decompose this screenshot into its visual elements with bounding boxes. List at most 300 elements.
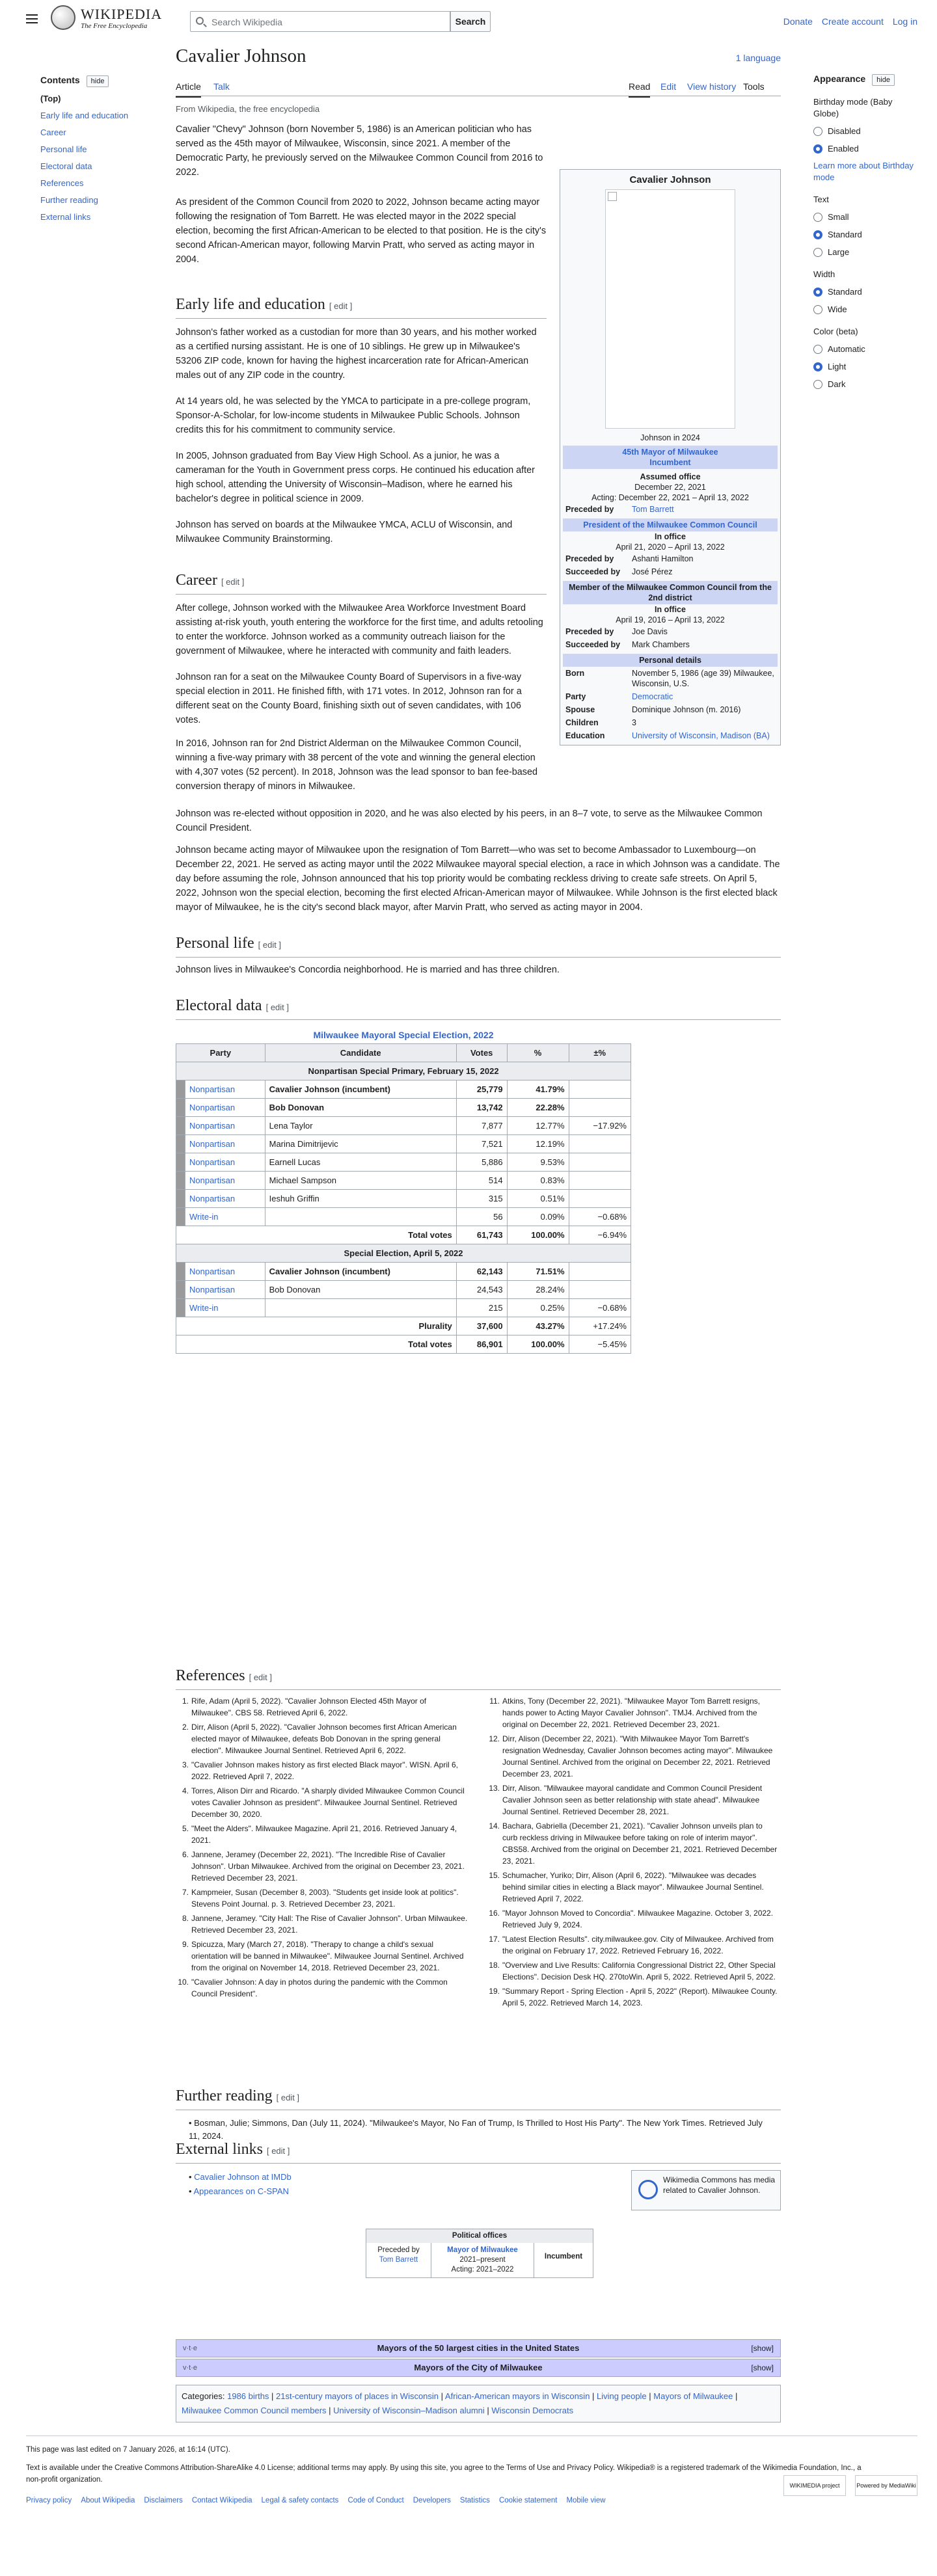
color-label: Color (beta) <box>813 327 858 336</box>
reference-item <box>487 1733 780 1780</box>
table-total-row <box>176 1335 631 1354</box>
section-heading-personal-life <box>176 933 781 958</box>
footer-link[interactable]: Legal & safety contacts <box>261 2497 339 2504</box>
row-label: Succeeded by <box>565 567 621 576</box>
percent-cell: 0.83% <box>507 1172 569 1190</box>
reference-number: 12. <box>489 1734 500 1743</box>
footer-link[interactable]: About Wikipedia <box>81 2497 135 2504</box>
reference-text: Jannene, Jeramey (December 22, 2021). "The Incredible Rise of Cavalier Johnson". Urban Milwaukee. Archived from the original on December 23, 2021. Retrieved December 23, 2021. <box>191 1850 465 1883</box>
party-cell <box>185 1263 265 1281</box>
col-candidate: Candidate <box>265 1044 456 1062</box>
party-cell <box>185 1135 265 1153</box>
table-row <box>176 1080 631 1099</box>
reference-number: 10. <box>178 1978 189 1987</box>
table-caption[interactable]: Milwaukee Mayoral Special Election, 2022 <box>313 1030 494 1040</box>
category-link[interactable]: Mayors of Milwaukee <box>653 2391 733 2401</box>
appearance-panel <box>813 73 917 390</box>
paragraph: In 2005, Johnson graduated from Bay View High School. As a junior, he was a cameraman for the Youth in Government press corps. He continued his education after high school, attending the University of Wisconsin–Madison, where he earned his bachelor's degree in political science in 2009. <box>176 451 535 504</box>
votes-cell: 514 <box>456 1172 507 1190</box>
birthday-disabled-option[interactable] <box>813 126 917 137</box>
navbox-title[interactable]: Mayors of the 50 largest cities in the United States <box>377 2343 580 2353</box>
party-color-bar <box>176 1117 185 1135</box>
references-column-left <box>176 1695 468 2002</box>
assumed-office-date: December 22, 2021 <box>634 483 706 492</box>
office-dates: April 19, 2016 – April 13, 2022 <box>616 615 725 624</box>
reference-number: 6. <box>182 1850 189 1859</box>
tab-talk[interactable]: Talk <box>213 81 230 92</box>
votes-cell: 7,521 <box>456 1135 507 1153</box>
party-color-bar <box>176 1190 185 1208</box>
option-label: Light <box>828 362 847 371</box>
total-label: Plurality <box>176 1317 457 1335</box>
table-of-contents <box>40 73 144 223</box>
site-subtitle: From Wikipedia, the free encyclopedia <box>176 104 320 114</box>
reference-item <box>487 1820 780 1867</box>
references-column-right <box>487 1695 780 2011</box>
reference-number: 13. <box>489 1784 500 1793</box>
office-header <box>563 518 778 531</box>
tab-edit[interactable]: Edit <box>660 81 677 92</box>
radio-button[interactable] <box>813 213 822 222</box>
radio-button[interactable] <box>813 144 822 154</box>
table-row <box>176 1190 631 1208</box>
radio-button[interactable] <box>813 288 822 297</box>
footer <box>26 2435 917 2506</box>
reference-number: 1. <box>182 1697 189 1706</box>
row-value: 3 <box>632 718 636 727</box>
footer-link[interactable]: Contact Wikipedia <box>191 2497 252 2504</box>
birthday-enabled-option[interactable] <box>813 143 917 155</box>
table-row <box>176 1263 631 1281</box>
navbox-largest-cities[interactable] <box>176 2339 781 2357</box>
page-title: Cavalier Johnson <box>176 46 306 66</box>
office-link[interactable]: Mayor of Milwaukee <box>447 2246 518 2254</box>
reference-text: Bachara, Gabriella (December 21, 2021). "Cavalier Johnson unveils plan to curb reckless driving in Milwaukee before taking on role of interim mayor". CBS58. Archived from the original on December 21, 2021. Retrieved December 23, 2021. <box>502 1821 778 1866</box>
office-title: Member of the Milwaukee Common Council from the 2nd district <box>569 583 772 602</box>
paragraph: Johnson became acting mayor of Milwaukee upon the resignation of Tom Barrett—who was set to become Ambassador to Luxembourg—on December 22, 2021. He served as acting mayor until the 2022 Milwaukee mayoral special election, a race in which Johnson was a candidate. The day before assuming the role, Johnson announced that his top priority would be combating reckless driving to create safe streets. On April 5, 2022, Johnson won the special election, becoming the first elected African-American mayor of Milwaukee. While Johnson is the first elected black mayor of Milwaukee, he is the city's second black mayor, after Marvin Pratt, who served as acting mayor in 2004. <box>176 845 780 913</box>
color-dark-option[interactable] <box>813 379 917 390</box>
total-label: Total votes <box>176 1226 457 1244</box>
navbox-vte[interactable]: v·t·e <box>183 2364 197 2372</box>
reference-text: "Cavalier Johnson makes history as first elected Black mayor". WISN. April 6, 2022. Retrieved April 7, 2022. <box>191 1760 458 1781</box>
acting-dates: Acting: December 22, 2021 – April 13, 2022 <box>591 493 749 502</box>
in-office-label: In office <box>655 532 686 541</box>
total-change: −6.94% <box>569 1226 631 1244</box>
radio-button[interactable] <box>813 345 822 354</box>
votes-cell: 7,877 <box>456 1117 507 1135</box>
reference-text: Dirr, Alison. "Milwaukee mayoral candidate and Common Council President Cavalier Johnson seen as better relationship with state ahead". Milwaukee Journal Sentinel. Retrieved December 28, 2021. <box>502 1784 763 1816</box>
row-label: Preceded by <box>565 505 614 514</box>
edit-section-link[interactable]: [ edit ] <box>329 301 353 311</box>
table-row <box>176 1172 631 1190</box>
col-votes: Votes <box>456 1044 507 1062</box>
tab-article[interactable]: Article <box>176 79 201 98</box>
section-heading-references <box>176 1665 781 1690</box>
candidate-cell: Cavalier Johnson (incumbent) <box>265 1080 456 1099</box>
col-party: Party <box>176 1044 265 1062</box>
option-label: Standard <box>828 287 862 297</box>
image-caption: Johnson in 2024 <box>640 433 700 442</box>
change-cell: −17.92% <box>569 1117 631 1135</box>
office-link[interactable]: 45th Mayor of Milwaukee <box>622 448 718 457</box>
reference-text: "Latest Election Results". city.milwaukee.gov. City of Milwaukee. Archived from the original on February 17, 2022. Retrieved February 16, 2022. <box>502 1935 774 1955</box>
section-heading-career <box>176 570 547 595</box>
percent-cell: 0.09% <box>507 1208 569 1226</box>
infobox-row <box>563 565 778 578</box>
article-main <box>176 39 781 2274</box>
portrait-image-placeholder[interactable] <box>605 189 735 429</box>
reference-number: 14. <box>489 1821 500 1831</box>
row-label: Spouse <box>565 705 595 714</box>
table-subheader-row <box>176 1244 631 1263</box>
text-size-label: Text <box>813 195 829 204</box>
change-cell <box>569 1190 631 1208</box>
navbox-show-button[interactable]: [show] <box>751 2344 774 2353</box>
toc-item-electoral-data[interactable]: Electoral data <box>40 161 92 171</box>
edit-section-link[interactable]: [ edit ] <box>276 2093 300 2102</box>
party-link[interactable]: Nonpartisan <box>189 1103 236 1112</box>
table-row <box>176 1208 631 1226</box>
language-button[interactable]: 1 language <box>735 53 781 63</box>
reference-number: 17. <box>489 1935 500 1944</box>
change-cell <box>569 1153 631 1172</box>
heading-text: Electoral data <box>176 997 262 1014</box>
category-link[interactable]: 21st-century mayors of places in Wisconsin <box>276 2391 439 2401</box>
login-link[interactable]: Log in <box>892 16 917 27</box>
section-heading-early-life <box>176 294 547 319</box>
appearance-title: Appearance <box>813 74 866 84</box>
candidate-cell: Bob Donovan <box>265 1099 456 1117</box>
edit-section-link[interactable]: [ edit ] <box>265 1002 290 1012</box>
reference-text: "Cavalier Johnson: A day in photos during the pandemic with the Common Council President". <box>191 1978 448 1998</box>
width-standard-option[interactable] <box>813 286 917 298</box>
table-row <box>176 1117 631 1135</box>
row-value: Ashanti Hamilton <box>632 554 694 563</box>
party-link[interactable]: Nonpartisan <box>189 1175 236 1185</box>
edit-section-link[interactable]: [ edit ] <box>258 940 282 950</box>
table-row <box>176 1299 631 1317</box>
change-cell <box>569 1281 631 1299</box>
option-label: Wide <box>828 304 847 314</box>
heading-text: Career <box>176 572 217 589</box>
candidate-cell: Lena Taylor <box>265 1117 456 1135</box>
party-link[interactable]: Nonpartisan <box>189 1157 236 1167</box>
incumbent-link[interactable]: Incumbent <box>649 458 691 467</box>
total-votes: 61,743 <box>456 1226 507 1244</box>
reference-item <box>176 1886 468 1910</box>
reference-item <box>487 1985 780 2009</box>
category-link[interactable]: African-American mayors in Wisconsin <box>444 2391 590 2401</box>
percent-cell: 71.51% <box>507 1263 569 1281</box>
party-cell <box>185 1190 265 1208</box>
reference-number: 7. <box>182 1888 189 1897</box>
footer-link[interactable]: Code of Conduct <box>347 2497 404 2504</box>
change-cell <box>569 1099 631 1117</box>
party-link[interactable]: Nonpartisan <box>189 1121 236 1131</box>
section-heading-external-links <box>176 2139 781 2164</box>
party-link[interactable]: Write-in <box>189 1212 219 1222</box>
infobox-row <box>563 703 778 716</box>
change-cell: −0.68% <box>569 1208 631 1226</box>
learn-more-link[interactable]: Learn more about Birthday mode <box>813 161 914 182</box>
paragraph: Johnson has served on boards at the Milwaukee YMCA, ACLU of Wisconsin, and Milwaukee Community Brainstorming. <box>176 520 513 544</box>
search-input[interactable] <box>190 11 450 32</box>
radio-button[interactable] <box>813 362 822 371</box>
table-subheader: Special Election, April 5, 2022 <box>176 1244 631 1263</box>
votes-cell: 13,742 <box>456 1099 507 1117</box>
radio-button[interactable] <box>813 380 822 389</box>
section-heading-electoral-data <box>176 995 781 1020</box>
reference-number: 8. <box>182 1914 189 1923</box>
infobox-row <box>563 729 778 742</box>
commons-text[interactable]: Wikimedia Commons has media related to Cavalier Johnson. <box>663 2175 776 2195</box>
navbox-vte[interactable]: v·t·e <box>183 2344 197 2352</box>
reference-number: 11. <box>489 1697 500 1706</box>
incumbent-label: Incumbent <box>544 2253 583 2261</box>
row-value: November 5, 1986 (age 39) Milwaukee, Wisconsin, U.S. <box>632 669 774 688</box>
text-small-option[interactable] <box>813 211 917 223</box>
row-label: Education <box>565 731 605 740</box>
party-color-bar <box>176 1153 185 1172</box>
toc-item-personal-life[interactable]: Personal life <box>40 144 87 154</box>
table-total-row <box>176 1317 631 1335</box>
party-cell <box>185 1117 265 1135</box>
office-years: 2021–present <box>459 2256 506 2264</box>
votes-cell: 315 <box>456 1190 507 1208</box>
reference-text: Kampmeier, Susan (December 8, 2003). "Students get inside look at politics". Stevens Point Journal. p. 3. Retrieved December 23, 2021. <box>191 1888 459 1909</box>
edit-section-link[interactable]: [ edit ] <box>266 2146 290 2156</box>
category-link[interactable]: 1986 births <box>227 2391 269 2401</box>
percent-cell: 28.24% <box>507 1281 569 1299</box>
radio-button[interactable] <box>813 248 822 257</box>
table-subheader: Nonpartisan Special Primary, February 15, 2022 <box>176 1062 631 1080</box>
option-label: Disabled <box>828 126 861 136</box>
percent-cell: 0.25% <box>507 1299 569 1317</box>
birthday-mode-label: Birthday mode (Baby Globe) <box>813 97 893 118</box>
office-acting: Acting: 2021–2022 <box>451 2266 514 2274</box>
tab-read[interactable]: Read <box>629 79 650 98</box>
office-link[interactable]: President of the Milwaukee Common Council <box>583 520 757 530</box>
heading-text: References <box>176 1667 245 1684</box>
toc-item-references[interactable]: References <box>40 178 84 188</box>
infobox-row <box>563 552 778 565</box>
navbox-title[interactable]: Mayors of the City of Milwaukee <box>414 2363 543 2372</box>
row-value: Joe Davis <box>632 627 668 636</box>
create-account-link[interactable]: Create account <box>821 16 884 27</box>
external-links-list: • Cavalier Johnson at IMDb • Appearances on C-SPAN <box>189 2172 292 2196</box>
reference-item <box>487 1959 780 1983</box>
succession-title: Political offices <box>366 2229 593 2243</box>
paragraph: Johnson ran for a seat on the Milwaukee County Board of Supervisors in a five-way special election in 2011. He finished fifth, with 171 votes. In 2012, Johnson ran for a different seat on the County Board, finishing sixth out of seven candidates, with 106 votes. <box>176 672 522 725</box>
reference-item <box>176 1823 468 1846</box>
table-subheader-row <box>176 1062 631 1080</box>
row-label: Children <box>565 718 599 727</box>
party-cell <box>185 1281 265 1299</box>
category-link[interactable]: University of Wisconsin–Madison alumni <box>333 2406 485 2415</box>
col-percent: % <box>507 1044 569 1062</box>
footer-link[interactable]: Cookie statement <box>498 2497 558 2504</box>
navbox-show-button[interactable]: [show] <box>751 2363 774 2372</box>
total-votes: 86,901 <box>456 1335 507 1354</box>
infobox-row <box>563 690 778 703</box>
party-link[interactable]: Nonpartisan <box>189 1285 236 1295</box>
candidate-cell: Cavalier Johnson (incumbent) <box>265 1263 456 1281</box>
paragraph: In 2016, Johnson ran for 2nd District Alderman on the Milwaukee Common Council, winning a five-way primary with 38 percent of the vote and winning the general election with 4,307 votes (52 percent). In 2018, Johnson was the lead sponsor to ban fee-based conversion therapy of minors in Milwaukee. <box>176 738 538 792</box>
change-cell <box>569 1263 631 1281</box>
infobox-row <box>563 667 778 690</box>
party-link[interactable]: Nonpartisan <box>189 1084 236 1094</box>
tab-view-history[interactable]: View history <box>687 81 737 92</box>
total-percent: 43.27% <box>507 1317 569 1335</box>
reference-item <box>176 1976 468 2000</box>
edit-section-link[interactable]: [ edit ] <box>249 1672 273 1682</box>
education-link[interactable]: University of Wisconsin, Madison (BA) <box>632 731 770 740</box>
paragraph: Johnson lives in Milwaukee's Concordia neighborhood. He is married and has three children. <box>176 965 560 975</box>
party-color-bar <box>176 1135 185 1153</box>
party-link[interactable]: Nonpartisan <box>189 1194 236 1203</box>
reference-text: "Summary Report - Spring Election - April 5, 2022" (Report). Milwaukee County. April 5, 2022. Retrieved March 14, 2023. <box>502 1987 778 2007</box>
edit-section-link[interactable]: [ edit ] <box>221 577 245 587</box>
reference-item <box>176 1912 468 1936</box>
toc-item-career[interactable]: Career <box>40 127 66 137</box>
categories-box: Categories: 1986 births | 21st-century mayors of places in Wisconsin | African-American mayors in Wisconsin | Living people | Mayors of Milwaukee | Milwaukee Common Council members | University of Wisconsin–Madison alumni | Wisconsin Democrats <box>176 2385 781 2422</box>
office-header <box>563 581 778 604</box>
reference-text: Rife, Adam (April 5, 2022). "Cavalier Johnson Elected 45th Mayor of Milwaukee". CBS 58. Retrieved April 6, 2022. <box>191 1697 427 1717</box>
party-link[interactable]: Write-in <box>189 1303 219 1313</box>
external-link-cspan[interactable]: Appearances on C-SPAN <box>193 2186 289 2196</box>
footer-links <box>26 2495 917 2506</box>
page-tabs <box>176 75 781 96</box>
reference-item <box>487 1933 780 1957</box>
color-light-option[interactable] <box>813 361 917 373</box>
footer-link[interactable]: Developers <box>413 2497 451 2504</box>
personal-tools <box>774 14 917 29</box>
logo-wordmark[interactable]: WIKIPEDIA <box>81 6 163 22</box>
option-label: Dark <box>828 379 846 389</box>
reference-text: "Meet the Alders". Milwaukee Magazine. April 21, 2016. Retrieved January 4, 2021. <box>191 1824 457 1845</box>
last-edited: This page was last edited on 7 January 2026, at 16:14 (UTC). <box>26 2446 230 2454</box>
toc-item-early-life[interactable]: Early life and education <box>40 110 129 120</box>
category-link[interactable]: Living people <box>597 2391 647 2401</box>
search-placeholder: Search Wikipedia <box>211 17 282 27</box>
party-link[interactable]: Nonpartisan <box>189 1139 236 1149</box>
infobox-row <box>563 625 778 638</box>
row-value: José Pérez <box>632 567 673 576</box>
party-color-bar <box>176 1172 185 1190</box>
width-wide-option[interactable] <box>813 304 917 315</box>
percent-cell: 22.28% <box>507 1099 569 1117</box>
heading-text: Further reading <box>176 2087 273 2104</box>
further-reading-item: • Bosman, Julie; Simmons, Dan (July 11, 2024). "Milwaukee's Mayor, No Fan of Trump, Is Thrilled to Host His Party". The New York Times. Retrieved July 11, 2024. <box>189 2118 763 2141</box>
party-link[interactable]: Nonpartisan <box>189 1267 236 1276</box>
license-text: Text is available under the Creative Commons Attribution-ShareAlike 4.0 License; additional terms may apply. By using this site, you agree to the Terms of Use and Privacy Policy. Wikipedia® is a registered trademark of the Wikimedia Foundation, Inc., a non-profit organization. <box>26 2464 862 2484</box>
option-label: Large <box>828 247 850 257</box>
reference-text: Dirr, Alison (December 22, 2021). "With Milwaukee Mayor Tom Barrett's resignation Wednesday, Cavalier Johnson becomes acting mayor". Milwaukee Journal Sentinel. Archived from the original on December 22, 2021. Retrieved December 23, 2021. <box>502 1734 773 1778</box>
reference-number: 18. <box>489 1961 500 1970</box>
total-change: −5.45% <box>569 1335 631 1354</box>
option-label: Standard <box>828 230 862 239</box>
width-label: Width <box>813 269 835 279</box>
footer-link[interactable]: Privacy policy <box>26 2497 72 2504</box>
wikimedia-badge[interactable]: WIKIMEDIA project <box>783 2475 846 2496</box>
text-large-option[interactable] <box>813 247 917 258</box>
reference-number: 2. <box>182 1723 189 1732</box>
category-link[interactable]: Wisconsin Democrats <box>491 2406 574 2415</box>
party-color-bar <box>176 1263 185 1281</box>
logo-tagline: The Free Encyclopedia <box>81 22 148 30</box>
paragraph: Johnson's father worked as a custodian for more than 30 years, and his mother worked as a certified nursing assistant. He is one of 10 siblings. He grew up in Milwaukee's 53206 ZIP code, known for having the highest incarceration rate for African-American males out of any ZIP code in the country. <box>176 327 537 381</box>
reference-text: Spicuzza, Mary (March 27, 2018). "Therapy to change a child's sexual orientation will be banned in Milwaukee". Milwaukee Journal Sentinel. Archived from the original on November 14, 2018. Retrieved December 23, 2021. <box>191 1940 464 1972</box>
external-link-imdb[interactable]: Cavalier Johnson at IMDb <box>194 2172 292 2182</box>
reference-item <box>176 1759 468 1782</box>
categories-label[interactable]: Categories: <box>182 2391 225 2401</box>
heading-text: External links <box>176 2141 263 2158</box>
commons-icon <box>638 2180 658 2199</box>
footer-link[interactable]: Mobile view <box>566 2497 606 2504</box>
percent-cell: 9.53% <box>507 1153 569 1172</box>
total-percent: 100.00% <box>507 1226 569 1244</box>
party-link[interactable]: Democratic <box>632 692 673 701</box>
radio-button[interactable] <box>813 305 822 314</box>
predecessor-link[interactable]: Tom Barrett <box>379 2256 418 2264</box>
votes-cell: 24,543 <box>456 1281 507 1299</box>
toc-hide-button[interactable]: hide <box>87 75 109 87</box>
candidate-cell: Ieshuh Griffin <box>265 1190 456 1208</box>
toc-item-external-links[interactable]: External links <box>40 211 91 222</box>
radio-button[interactable] <box>813 230 822 239</box>
predecessor-link[interactable]: Tom Barrett <box>632 505 674 514</box>
donate-link[interactable]: Donate <box>783 16 813 27</box>
wikipedia-globe-icon[interactable] <box>51 5 75 30</box>
tab-tools[interactable]: Tools <box>743 81 765 92</box>
reference-item <box>487 1907 780 1931</box>
percent-cell: 0.51% <box>507 1190 569 1208</box>
reference-item <box>176 1939 468 1974</box>
section-heading-further-reading <box>176 2086 781 2110</box>
office-dates: April 21, 2020 – April 13, 2022 <box>616 543 725 552</box>
intro-paragraph: Cavalier "Chevy" Johnson (born November 5, 1986) is an American politician who has served as the 45th mayor of Milwaukee, Wisconsin, since 2021. A member of the Democratic Party, he previously served on the Milwaukee Common Council from 2016 to 2022. <box>176 124 543 178</box>
party-color-bar <box>176 1080 185 1099</box>
paragraph: At 14 years old, he was selected by the YMCA to participate in a pre-college program, Sponsor-A-Scholar, for low-income students in Milwaukee Public Schools. Johnson credits this for his commitment to community service. <box>176 396 531 435</box>
votes-cell: 25,779 <box>456 1080 507 1099</box>
text-standard-option[interactable] <box>813 229 917 241</box>
reference-item <box>176 1721 468 1756</box>
footer-link[interactable]: Disclaimers <box>144 2497 183 2504</box>
category-link[interactable]: Milwaukee Common Council members <box>182 2406 327 2415</box>
toc-item-top[interactable]: (Top) <box>40 93 61 103</box>
mediawiki-badge[interactable]: Powered by MediaWiki <box>855 2475 917 2496</box>
color-automatic-option[interactable] <box>813 343 917 355</box>
radio-button[interactable] <box>813 127 822 136</box>
row-label: Party <box>565 692 586 701</box>
votes-cell: 56 <box>456 1208 507 1226</box>
reference-item <box>176 1785 468 1820</box>
option-label: Automatic <box>828 344 865 354</box>
reference-text: "Overview and Live Results: California Congressional District 22, Other Special Elections". Decision Desk HQ. 270toWin. April 5, 2022. Retrieved April 5, 2022. <box>502 1961 776 1981</box>
toc-item-further-reading[interactable]: Further reading <box>40 195 98 205</box>
search-button[interactable]: Search <box>450 11 491 32</box>
change-cell <box>569 1135 631 1153</box>
appearance-hide-button[interactable]: hide <box>872 74 895 86</box>
reference-item <box>487 1782 780 1818</box>
main-menu-icon[interactable] <box>26 14 38 23</box>
footer-link[interactable]: Statistics <box>459 2497 490 2504</box>
in-office-label: In office <box>655 605 686 614</box>
navbox-milwaukee-mayors[interactable] <box>176 2359 781 2377</box>
row-label: Preceded by <box>565 554 614 563</box>
assumed-office-label: Assumed office <box>640 472 701 481</box>
infobox-title: Cavalier Johnson <box>629 174 711 185</box>
